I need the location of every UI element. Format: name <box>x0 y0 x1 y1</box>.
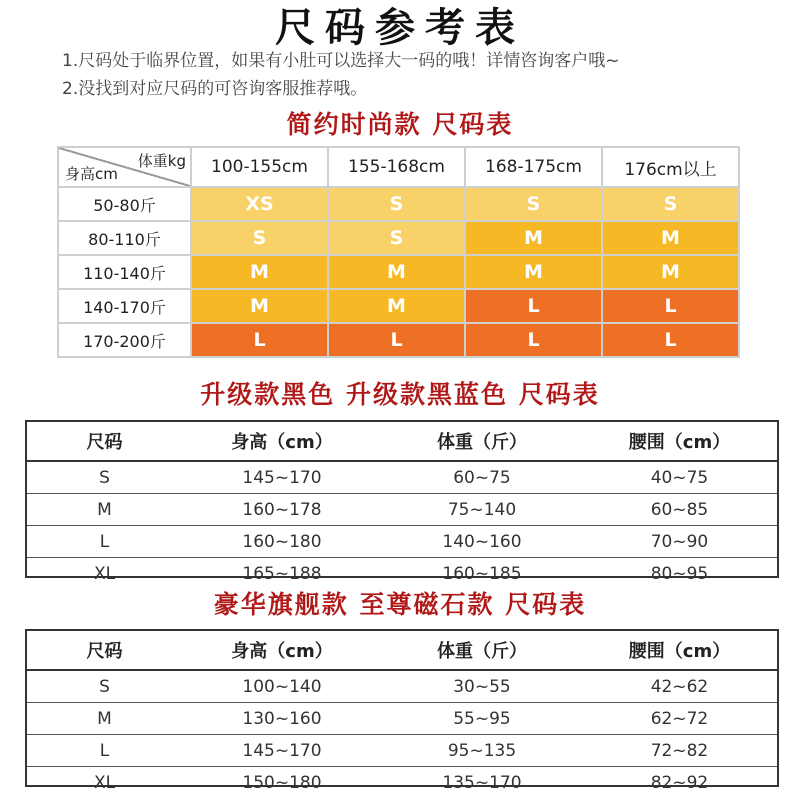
size-grid-table <box>57 146 740 358</box>
size-grid-row <box>58 187 739 221</box>
size-grid-row <box>58 255 739 289</box>
size-grid-row-header: 170-200斤 <box>58 323 191 357</box>
cell-weight: 75~140 <box>382 494 582 526</box>
size-cell: L <box>465 323 602 357</box>
col-header-height: 身高（cm） <box>182 631 382 670</box>
table-row <box>27 494 777 526</box>
table3-title: 豪华旗舰款 至尊磁石款 尺码表 <box>213 590 587 619</box>
size-grid-row-header: 80-110斤 <box>58 221 191 255</box>
size-grid-row <box>58 289 739 323</box>
table-row <box>27 703 777 735</box>
size-cell: M <box>191 289 328 323</box>
size-cell: L <box>328 323 465 357</box>
size-grid-corner <box>58 147 191 187</box>
size-cell: M <box>328 255 465 289</box>
deluxe-size-table <box>25 629 779 793</box>
table-row <box>27 461 777 494</box>
cell-weight: 30~55 <box>382 670 582 703</box>
page-title: 尺码参考表 <box>275 5 525 51</box>
col-header-waist: 腰围（cm） <box>582 422 777 461</box>
cell-height: 160~178 <box>182 494 382 526</box>
size-cell: S <box>191 221 328 255</box>
upgrade-size-table <box>25 420 779 584</box>
size-cell: S <box>602 187 739 221</box>
cell-weight: 55~95 <box>382 703 582 735</box>
cell-weight: 160~185 <box>442 563 522 584</box>
size-cell: L <box>191 323 328 357</box>
corner-weight-label: 体重kg <box>137 152 186 170</box>
cell-size: S <box>27 670 182 703</box>
cell-weight: 140~160 <box>382 526 582 558</box>
size-cell: M <box>328 289 465 323</box>
size-cell: M <box>465 221 602 255</box>
size-grid-header-row <box>58 147 739 187</box>
size-grid-row <box>58 221 739 255</box>
size-cell: M <box>465 255 602 289</box>
cell-size: XL <box>93 563 116 584</box>
cell-waist: 40~75 <box>582 461 777 494</box>
cell-size: M <box>27 494 182 526</box>
table-header-row <box>27 631 777 670</box>
col-header-weight: 体重（斤） <box>382 631 582 670</box>
size-grid-row-header: 50-80斤 <box>58 187 191 221</box>
cell-size: L <box>27 526 182 558</box>
cell-size: M <box>27 703 182 735</box>
table-row <box>27 767 777 799</box>
cell-size: XL <box>93 772 116 793</box>
size-grid-row-header: 110-140斤 <box>58 255 191 289</box>
cell-weight: 95~135 <box>382 735 582 767</box>
size-cell: L <box>602 289 739 323</box>
size-cell: M <box>602 255 739 289</box>
col-header-weight: 体重（斤） <box>382 422 582 461</box>
cell-waist: 72~82 <box>582 735 777 767</box>
cell-waist: 82~92 <box>650 772 709 793</box>
size-cell: M <box>602 221 739 255</box>
cell-height: 165~188 <box>242 563 322 584</box>
cell-height: 150~180 <box>242 772 322 793</box>
size-cell: L <box>602 323 739 357</box>
cell-waist: 62~72 <box>582 703 777 735</box>
table2-title: 升级款黑色 升级款黑蓝色 尺码表 <box>200 380 600 409</box>
table-row <box>27 735 777 767</box>
cell-height: 160~180 <box>182 526 382 558</box>
col-header-size: 尺码 <box>27 631 182 670</box>
size-cell: S <box>465 187 602 221</box>
note-1: 1.尺码处于临界位置，如果有小肚可以选择大一码的哦！详情咨询客户哦~ <box>62 51 620 71</box>
col-header-waist: 腰围（cm） <box>582 631 777 670</box>
cell-waist: 80~95 <box>650 563 709 584</box>
cell-weight: 60~75 <box>382 461 582 494</box>
size-grid-col-header: 168-175cm <box>465 147 602 187</box>
size-cell: S <box>328 221 465 255</box>
table-row <box>27 526 777 558</box>
cell-waist: 60~85 <box>582 494 777 526</box>
table-header-row <box>27 422 777 461</box>
col-header-size: 尺码 <box>27 422 182 461</box>
cell-height: 145~170 <box>182 735 382 767</box>
size-grid-row-header: 140-170斤 <box>58 289 191 323</box>
note-2: 2.没找到对应尺码的可咨询客服推荐哦。 <box>62 79 368 99</box>
col-header-height: 身高（cm） <box>182 422 382 461</box>
cell-height: 130~160 <box>182 703 382 735</box>
table-row <box>27 558 777 590</box>
cell-waist: 42~62 <box>582 670 777 703</box>
size-cell: M <box>191 255 328 289</box>
size-cell: XS <box>191 187 328 221</box>
table-row <box>27 670 777 703</box>
corner-height-label: 身高cm <box>65 165 118 183</box>
cell-height: 145~170 <box>182 461 382 494</box>
size-grid-col-header: 176cm以上 <box>602 147 739 187</box>
size-grid-col-header: 100-155cm <box>191 147 328 187</box>
cell-size: L <box>27 735 182 767</box>
cell-weight: 135~170 <box>442 772 522 793</box>
size-grid-row <box>58 323 739 357</box>
size-grid-col-header: 155-168cm <box>328 147 465 187</box>
cell-size: S <box>27 461 182 494</box>
cell-height: 100~140 <box>182 670 382 703</box>
size-cell: L <box>465 289 602 323</box>
table1-title: 简约时尚款 尺码表 <box>286 110 514 139</box>
cell-waist: 70~90 <box>582 526 777 558</box>
size-cell: S <box>328 187 465 221</box>
